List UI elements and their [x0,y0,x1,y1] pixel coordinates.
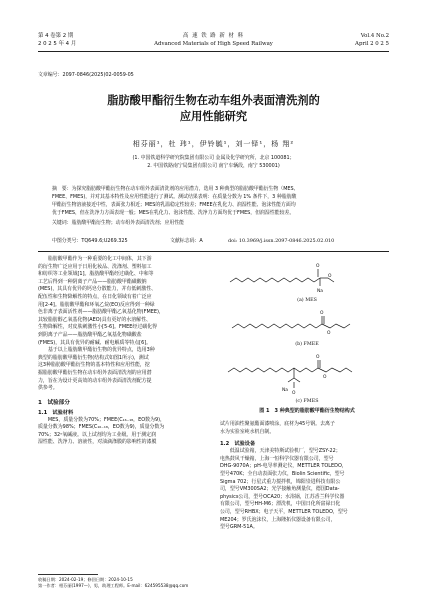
text-line: 典型的脂肪酸甲酯衍生物(结构式如图1所示)，测试 [38,354,149,361]
header-volume-en: Vol.4 No.2 [360,33,389,39]
text-line: (MES)，其具有优异的钙皂分散能力，并有低刺激性、 [38,286,157,293]
text-line: 供参考。 [38,385,58,392]
affiliation-line-2: 2. 中国铁路南宁局集团有限公司 南宁车辆段，南宁 530001) [147,163,280,169]
mes-sodium-label: Na [317,289,323,294]
text-line: MES，质量分数为70%；FMEE(C₁₆₋₁₈，EO数为9)， [38,416,165,423]
text-line: 公司，型号RHBX；电子天平，METTLER TOLEDO，型号 [220,508,348,515]
footnote [38,577,218,589]
text-line: 基于以上脂肪酸甲酯衍生物的优异特点，选用3种 [38,347,155,354]
fmes-oxygen-label: O [316,355,320,360]
text-line: 司，型号VM300SA2；光学接触角测量仪，德国Data- [220,486,340,493]
abstract-line: FMEE、FMES)，并对其基本特性及应用性能进行了测试。测试结果表明：在质量分数为 1% 条件下，3 种脂肪酸 [52,194,297,200]
header-journal-en: Advanced Materials of High Speed Railway [154,41,273,47]
author-list: 相芬丽¹，杜 玮¹，伊铃毓¹，刘一铎¹，杨 翔² [132,140,295,148]
text-line: 电热鼓风干燥箱，上海一恒科学仪器有限公司，型号 [220,455,334,462]
text-line: 其较脂肪醇乙氧基化物(AEO)具有更好的水溶解性、 [38,316,151,323]
text-line: 脂肪酸甲酯作为一种重要的化工中间体，其下游 [38,256,152,262]
text-line: 试片用油性聚氨酯面漆喷涂，底材为45号钢。去离子 [220,421,335,427]
document-code: 文献标志码：A [170,238,203,244]
text-line: 力，旨在为设计更高效的动车组外表面清洗剂配方提 [38,377,152,384]
intro-column [38,256,208,447]
footnote-rule [38,574,98,575]
text-line: Sigma 702；行星式重力搅拌机，锦阳崇进科技有限公 [220,478,341,485]
mes-ester-oxygen-label: O [328,274,332,279]
mes-oxygen-label: O [316,264,320,269]
text-line: physics公司，型号OCA20；水浴锅，江苏香兰科学仪器 [220,493,345,500]
article-code: 文章编号：2097-0846(2025)02-0059-05 [38,72,134,78]
text-line: 色非离子表面活性剂——脂肪酸甲酯乙氧基化物(FMEE)， [38,309,164,316]
text-line: ME204；罗氏泡沫仪，上海隆拓仪器设备有限公司， [220,516,336,523]
figure-caption: 图 1 3 种典型的脂肪酸甲酯衍生物结构式 [259,408,355,414]
abstract-line: 甲酯衍生物溶液接近中性，表面张力相近；MES的乳温稳定性较差；FMEE在乳化力、润湿性能、泡沫性能方面均 [52,202,296,208]
text-line: 型号GRM-51A。 [220,524,258,531]
paper-title-line-1: 脂肪酸甲酯衍生物在动车组外表面清洗剂的 [107,94,320,107]
subsection-heading: 1.1 试验材料 [38,409,74,416]
text-line: 质量分数为98%；FMES(C₁₆₋₁₈，EO数为9)，质量分数为 [38,424,165,431]
header-rule [38,51,389,52]
text-line: 工艺后得到一种阴离子产品——脂肪酸甲酯磺酸钠 [38,278,147,285]
fmes-sulfonate-oxygen-label: O [292,391,296,396]
text-line: 用[2-4]。脂肪酸甲酯和环氧乙烷(EO)反应得到一种绿 [38,301,155,308]
clc-number: 中图分类号：TQ649.6;U269.325 [52,238,128,244]
text-line: 到阴离子产品——脂肪酸甲酯乙氧基化物磺酸盐 [38,331,142,338]
figure-label-b: (b) FMEE [295,342,319,347]
header-journal-cn: 高 速 铁 路 新 材 料 [182,33,245,39]
abstract-line: 优于FMES，但在洗净力方面表现一般；MES在乳化力、泡沫性能、洗净力方面均优于FMES，但润湿性能较差。 [52,210,295,216]
mes-alkyl-chain [230,278,314,282]
text-line: 型号470K；全自动表面张力仪，Biolin Scientific，型号 [220,470,345,477]
fmes-alkyl-chain [228,368,312,372]
text-line: 低温试验箱，天津美特斯试验机厂，型号ZSY-22； [220,448,341,455]
text-line: 和纺织等工业领域[1]。脂肪酸甲酯经过磺化、中和等 [38,271,154,278]
text-line: (FMES)，其具有优异的耐碱、耐电解质等特点[6]。 [38,339,152,346]
footnote-line: 第一作者：相芬丽(1997—)，男，助理工程师。E-mail：624595538@qq.com [38,583,189,588]
text-line: 水为实验室纯水机自制。 [220,428,275,435]
fmes-sodium-label: Na [282,388,288,393]
text-line: 生物降解性，对皮肤刺激性小[5-6]。FMEE经过磺化得 [38,324,158,331]
text-line: 有限公司，型号HH-M6；漂洗机，中国日化所富禄日化 [220,501,341,508]
paper-title-line-2: 应用性能研究 [179,110,248,123]
structure-figure [222,254,392,404]
text-line: DHG-9070A；pH-电导率测定仪，METTLER TOLEDO， [220,463,347,470]
text-line: 70%；32ᵒ氧碱液。以上试剂均为工业级。用于测定润 [38,431,157,438]
figure-label-c: (c) FMES [295,399,319,404]
fmee-ester-oxygen-label: O [327,331,331,336]
header-date-en: April 2 0 2 5 [355,41,389,47]
abstract-rule [38,251,389,252]
text-line: 的衍生物广泛应用于日用化妆品、洗涤剂、塑料加工 [38,263,152,270]
fmes-ester-oxygen-label: O [323,375,327,380]
keywords: 关键词：脂肪酸甲酯衍生物；动车组外表面清洗剂；应用性能 [52,220,185,226]
text-line: 这3种脂肪酸甲酯衍生物的基本特性和应用性能，挖 [38,362,150,369]
abstract-line: 摘 要：为探究脂肪酸甲酯衍生物在动车组外表面清洗剂的应用潜力，选用 3 种典型的脂肪酸甲酯衍生物（MES、 [52,186,299,192]
section-heading: 1 试验部分 [38,399,70,406]
abstract [52,185,376,227]
header-date-cn: 2 0 2 5 年 4 月 [38,41,77,47]
materials-column [220,421,390,532]
text-line: 配伍性和生物降解性的特点，在日化领域有着广泛应 [38,293,152,300]
affiliation-line-1: (1. 中国铁道科学研究院集团有限公司 金属及化学研究所，北京 100081； [132,155,295,161]
figure-label-a: (a) MES [297,298,317,303]
doi: doi: 10.3969/j.issn.2097-0846.2025.02.010 [228,238,335,244]
fmee-oxygen-label: O [320,311,324,316]
subsection-heading: 1.2 试验设备 [220,441,256,448]
text-line: 湿性能、洗净力、溶液性，对油滴涤膜的影响性的漆膜 [38,439,157,446]
text-line: 掘脂肪酸甲酯衍生物在动车组外表面清洗剂的应用潜 [38,369,152,376]
header-volume-cn: 第 4 卷第 2 期 [38,33,74,39]
fmee-alkyl-chain [232,324,316,328]
footnote-line: 收稿日期：2024-02-19；修回日期：2024-10-15 [38,577,133,582]
